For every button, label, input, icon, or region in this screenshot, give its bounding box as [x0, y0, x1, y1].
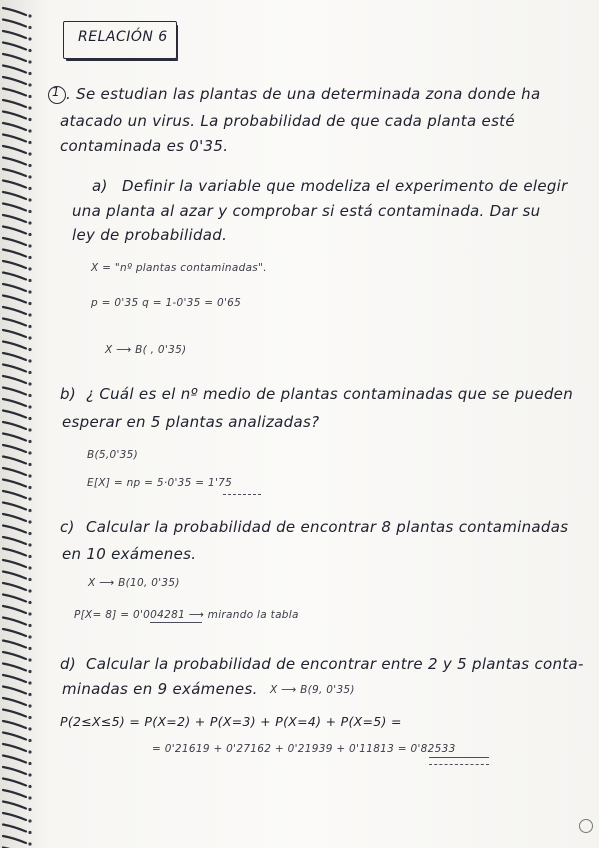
spiral-ring — [3, 813, 26, 820]
spiral-ring — [3, 169, 26, 176]
spiral-ring — [3, 629, 26, 636]
spiral-hole — [28, 716, 31, 719]
spiral-ring — [3, 158, 26, 165]
spiral-hole — [28, 578, 31, 581]
page-corner-mark — [579, 819, 593, 833]
spiral-ring — [3, 618, 26, 625]
problem-line-2: atacado un virus. La probabilidad de que cada planta esté — [60, 112, 515, 130]
spiral-ring — [3, 31, 26, 38]
spiral-ring — [3, 744, 26, 751]
spiral-ring — [3, 652, 26, 659]
spiral-ring — [3, 526, 26, 533]
answer-underline-c — [150, 622, 202, 623]
spiral-hole — [28, 394, 31, 397]
spiral-ring — [3, 238, 26, 245]
spiral-ring — [3, 422, 26, 429]
spiral-hole — [28, 566, 31, 569]
part-a-work-3: X ⟶ B( , 0'35) — [105, 344, 187, 356]
spiral-ring — [3, 181, 26, 188]
spiral-ring — [3, 698, 26, 705]
spiral-ring — [3, 825, 26, 832]
spiral-ring — [3, 66, 26, 73]
spiral-hole — [28, 72, 31, 75]
spiral-ring — [3, 480, 26, 487]
spiral-hole — [28, 532, 31, 535]
spiral-hole — [28, 750, 31, 753]
spiral-ring — [3, 779, 26, 786]
part-c-work-2: P[X= 8] = 0'004281 ⟶ mirando la tabla — [74, 609, 299, 621]
spiral-ring — [3, 411, 26, 418]
spiral-hole — [28, 693, 31, 696]
spiral-ring — [3, 503, 26, 510]
spiral-ring — [3, 112, 26, 119]
part-b-line-2: esperar en 5 plantas analizadas? — [62, 413, 320, 431]
spiral-hole — [28, 325, 31, 328]
spiral-hole — [28, 152, 31, 155]
spiral-ring — [3, 457, 26, 464]
part-b-work-1: B(5,0'35) — [87, 449, 139, 461]
spiral-hole — [28, 26, 31, 29]
part-d-work-1: P(2≤X≤5) = P(X=2) + P(X=3) + P(X=4) + P(X=5) = — [60, 714, 402, 729]
spiral-hole — [28, 382, 31, 385]
part-a-line-2: una planta al azar y comprobar si está contaminada. Dar su — [72, 202, 541, 220]
spiral-hole — [28, 290, 31, 293]
spiral-ring — [3, 365, 26, 372]
part-d-label: d) — [60, 655, 76, 673]
spiral-hole — [28, 785, 31, 788]
spiral-hole — [28, 371, 31, 374]
spiral-ring — [3, 733, 26, 740]
part-b-label: b) — [60, 385, 76, 403]
spiral-hole — [28, 37, 31, 40]
spiral-ring — [3, 77, 26, 84]
spiral-ring — [3, 514, 26, 521]
problem-line-3: contaminada es 0'35. — [60, 137, 229, 155]
spiral-ring — [3, 664, 26, 671]
spiral-hole — [28, 509, 31, 512]
spiral-hole — [28, 187, 31, 190]
spiral-hole — [28, 796, 31, 799]
answer-underline-d-wavy — [429, 760, 489, 765]
part-a-line-1: Definir la variable que modeliza el experimento de elegir — [122, 177, 568, 195]
spiral-hole — [28, 474, 31, 477]
spiral-hole — [28, 175, 31, 178]
part-a-work-2: p = 0'35 q = 1-0'35 = 0'65 — [91, 297, 242, 309]
page-title: RELACIÓN 6 — [78, 29, 168, 45]
spiral-ring — [3, 468, 26, 475]
spiral-hole — [28, 313, 31, 316]
spiral-hole — [28, 842, 31, 845]
spiral-hole — [28, 762, 31, 765]
spiral-ring — [3, 756, 26, 763]
spiral-hole — [28, 819, 31, 822]
spiral-ring — [3, 215, 26, 222]
spiral-hole — [28, 256, 31, 259]
spiral-hole — [28, 405, 31, 408]
part-c-line-2: en 10 exámenes. — [62, 545, 197, 563]
spiral-ring — [3, 319, 26, 326]
spiral-hole — [28, 681, 31, 684]
spiral-hole — [28, 520, 31, 523]
spiral-hole — [28, 83, 31, 86]
spiral-ring — [3, 284, 26, 291]
answer-underline-b — [223, 490, 261, 495]
spiral-ring — [3, 434, 26, 441]
spiral-ring — [3, 330, 26, 337]
spiral-hole — [28, 60, 31, 63]
spiral-hole — [28, 486, 31, 489]
spiral-hole — [28, 198, 31, 201]
spiral-ring — [3, 261, 26, 268]
spiral-ring — [3, 802, 26, 809]
spiral-hole — [28, 428, 31, 431]
part-a-line-3: ley de probabilidad. — [72, 226, 228, 244]
spiral-hole — [28, 14, 31, 17]
spiral-ring — [3, 353, 26, 360]
spiral-ring — [3, 43, 26, 50]
spiral-hole — [28, 359, 31, 362]
spiral-hole — [28, 612, 31, 615]
spiral-hole — [28, 244, 31, 247]
spiral-hole — [28, 348, 31, 351]
spiral-ring — [3, 54, 26, 61]
spiral-hole — [28, 451, 31, 454]
spiral-hole — [28, 635, 31, 638]
answer-underline-d — [429, 757, 489, 758]
spiral-hole — [28, 658, 31, 661]
part-a-work-1: X = "nº plantas contaminadas". — [91, 262, 267, 274]
spiral-hole — [28, 727, 31, 730]
part-b-work-2: E[X] = np = 5·0'35 = 1'75 — [87, 477, 233, 489]
spiral-binding — [0, 0, 44, 848]
spiral-ring — [3, 560, 26, 567]
spiral-hole — [28, 129, 31, 132]
part-d-work-2: = 0'21619 + 0'27162 + 0'21939 + 0'11813 = 0'82533 — [152, 743, 456, 755]
spiral-hole — [28, 267, 31, 270]
spiral-ring — [3, 123, 26, 130]
problem-number: 1 — [52, 85, 60, 99]
spiral-hole — [28, 210, 31, 213]
part-d-line-1: Calcular la probabilidad de encontrar entre 2 y 5 plantas conta- — [86, 655, 584, 673]
spiral-ring — [3, 767, 26, 774]
spiral-hole — [28, 601, 31, 604]
spiral-hole — [28, 739, 31, 742]
part-c-label: c) — [60, 518, 75, 536]
spiral-ring — [3, 399, 26, 406]
spiral-ring — [3, 376, 26, 383]
spiral-ring — [3, 20, 26, 27]
spiral-ring — [3, 583, 26, 590]
part-b-line-1: ¿ Cuál es el nº medio de plantas contaminadas que se pueden — [86, 385, 574, 403]
spiral-hole — [28, 118, 31, 121]
spiral-ring — [3, 675, 26, 682]
spiral-ring — [3, 192, 26, 199]
spiral-hole — [28, 543, 31, 546]
spiral-hole — [28, 164, 31, 167]
spiral-ring — [3, 135, 26, 142]
part-c-work-1: X ⟶ B(10, 0'35) — [88, 577, 180, 589]
spiral-ring — [3, 204, 26, 211]
spiral-hole — [28, 336, 31, 339]
spiral-hole — [28, 49, 31, 52]
spiral-ring — [3, 641, 26, 648]
spiral-hole — [28, 221, 31, 224]
spiral-ring — [3, 296, 26, 303]
spiral-ring — [3, 687, 26, 694]
problem-line-1: . Se estudian las plantas de una determinada zona donde ha — [66, 85, 541, 103]
spiral-ring — [3, 721, 26, 728]
spiral-hole — [28, 670, 31, 673]
spiral-ring — [3, 836, 26, 843]
spiral-hole — [28, 440, 31, 443]
spiral-ring — [3, 8, 26, 15]
part-c-line-1: Calcular la probabilidad de encontrar 8 plantas contaminadas — [86, 518, 569, 536]
spiral-hole — [28, 808, 31, 811]
spiral-ring — [3, 549, 26, 556]
spiral-hole — [28, 589, 31, 592]
spiral-ring — [3, 307, 26, 314]
spiral-hole — [28, 279, 31, 282]
spiral-ring — [3, 537, 26, 544]
part-a-label: a) — [92, 177, 108, 195]
spiral-hole — [28, 831, 31, 834]
spiral-hole — [28, 704, 31, 707]
spiral-ring — [3, 100, 26, 107]
spiral-hole — [28, 302, 31, 305]
spiral-hole — [28, 624, 31, 627]
spiral-ring — [3, 710, 26, 717]
spiral-hole — [28, 773, 31, 776]
spiral-ring — [3, 273, 26, 280]
part-d-distribution: X ⟶ B(9, 0'35) — [270, 684, 355, 696]
spiral-hole — [28, 647, 31, 650]
spiral-hole — [28, 555, 31, 558]
spiral-hole — [28, 106, 31, 109]
spiral-hole — [28, 417, 31, 420]
part-d-line-2: minadas en 9 exámenes. — [62, 680, 258, 698]
spiral-ring — [3, 342, 26, 349]
spiral-hole — [28, 233, 31, 236]
spiral-ring — [3, 606, 26, 613]
spiral-hole — [28, 463, 31, 466]
spiral-hole — [28, 141, 31, 144]
spiral-ring — [3, 790, 26, 797]
spiral-ring — [3, 595, 26, 602]
spiral-ring — [3, 89, 26, 96]
spiral-hole — [28, 497, 31, 500]
spiral-ring — [3, 572, 26, 579]
spiral-ring — [3, 388, 26, 395]
spiral-ring — [3, 146, 26, 153]
spiral-ring — [3, 250, 26, 257]
spiral-ring — [3, 491, 26, 498]
spiral-ring — [3, 445, 26, 452]
spiral-hole — [28, 95, 31, 98]
spiral-ring — [3, 227, 26, 234]
